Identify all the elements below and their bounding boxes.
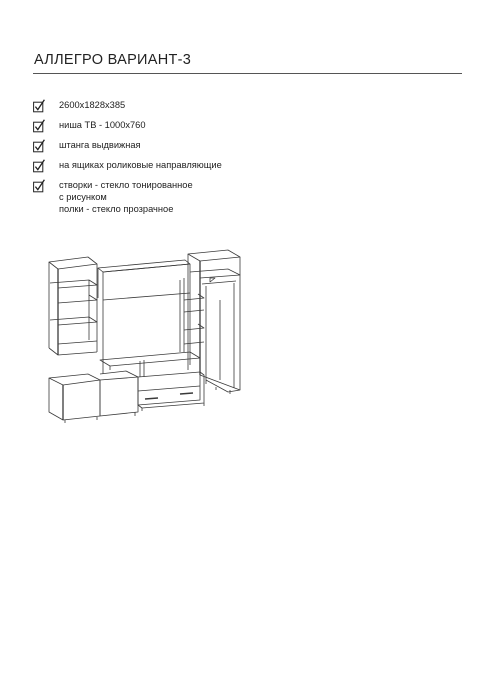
feature-text: 2600х1828х385 [59,100,126,110]
left-cabinet [49,257,97,355]
feature-text: створки - стекло тонированное [59,180,193,190]
feature-text-line-2: с рисунком [59,192,107,202]
tv-niche-frame [98,260,200,377]
feature-item [33,159,222,173]
left-base [49,371,138,423]
checkbox-checked-icon [33,159,45,173]
feature-text: на ящиках роликовые направляющие [59,160,222,170]
right-shelves [184,294,204,344]
checkbox-checked-icon [33,179,45,193]
feature-item [33,99,222,113]
feature-text: штанга выдвижная [59,140,141,150]
feature-text-line-3: полки - стекло прозрачное [59,204,174,214]
feature-text: ниша ТВ - 1000х760 [59,120,146,130]
checkbox-checked-icon [33,119,45,133]
wall-unit-drawing [40,240,250,425]
page-title: АЛЛЕГРО ВАРИАНТ-3 [34,52,192,68]
title-divider [33,73,462,74]
drawer [138,372,204,411]
checkbox-checked-icon [33,99,45,113]
feature-item [33,179,222,215]
feature-item [33,119,222,133]
checkbox-checked-icon [33,139,45,153]
feature-list [33,99,222,221]
feature-item [33,139,222,153]
